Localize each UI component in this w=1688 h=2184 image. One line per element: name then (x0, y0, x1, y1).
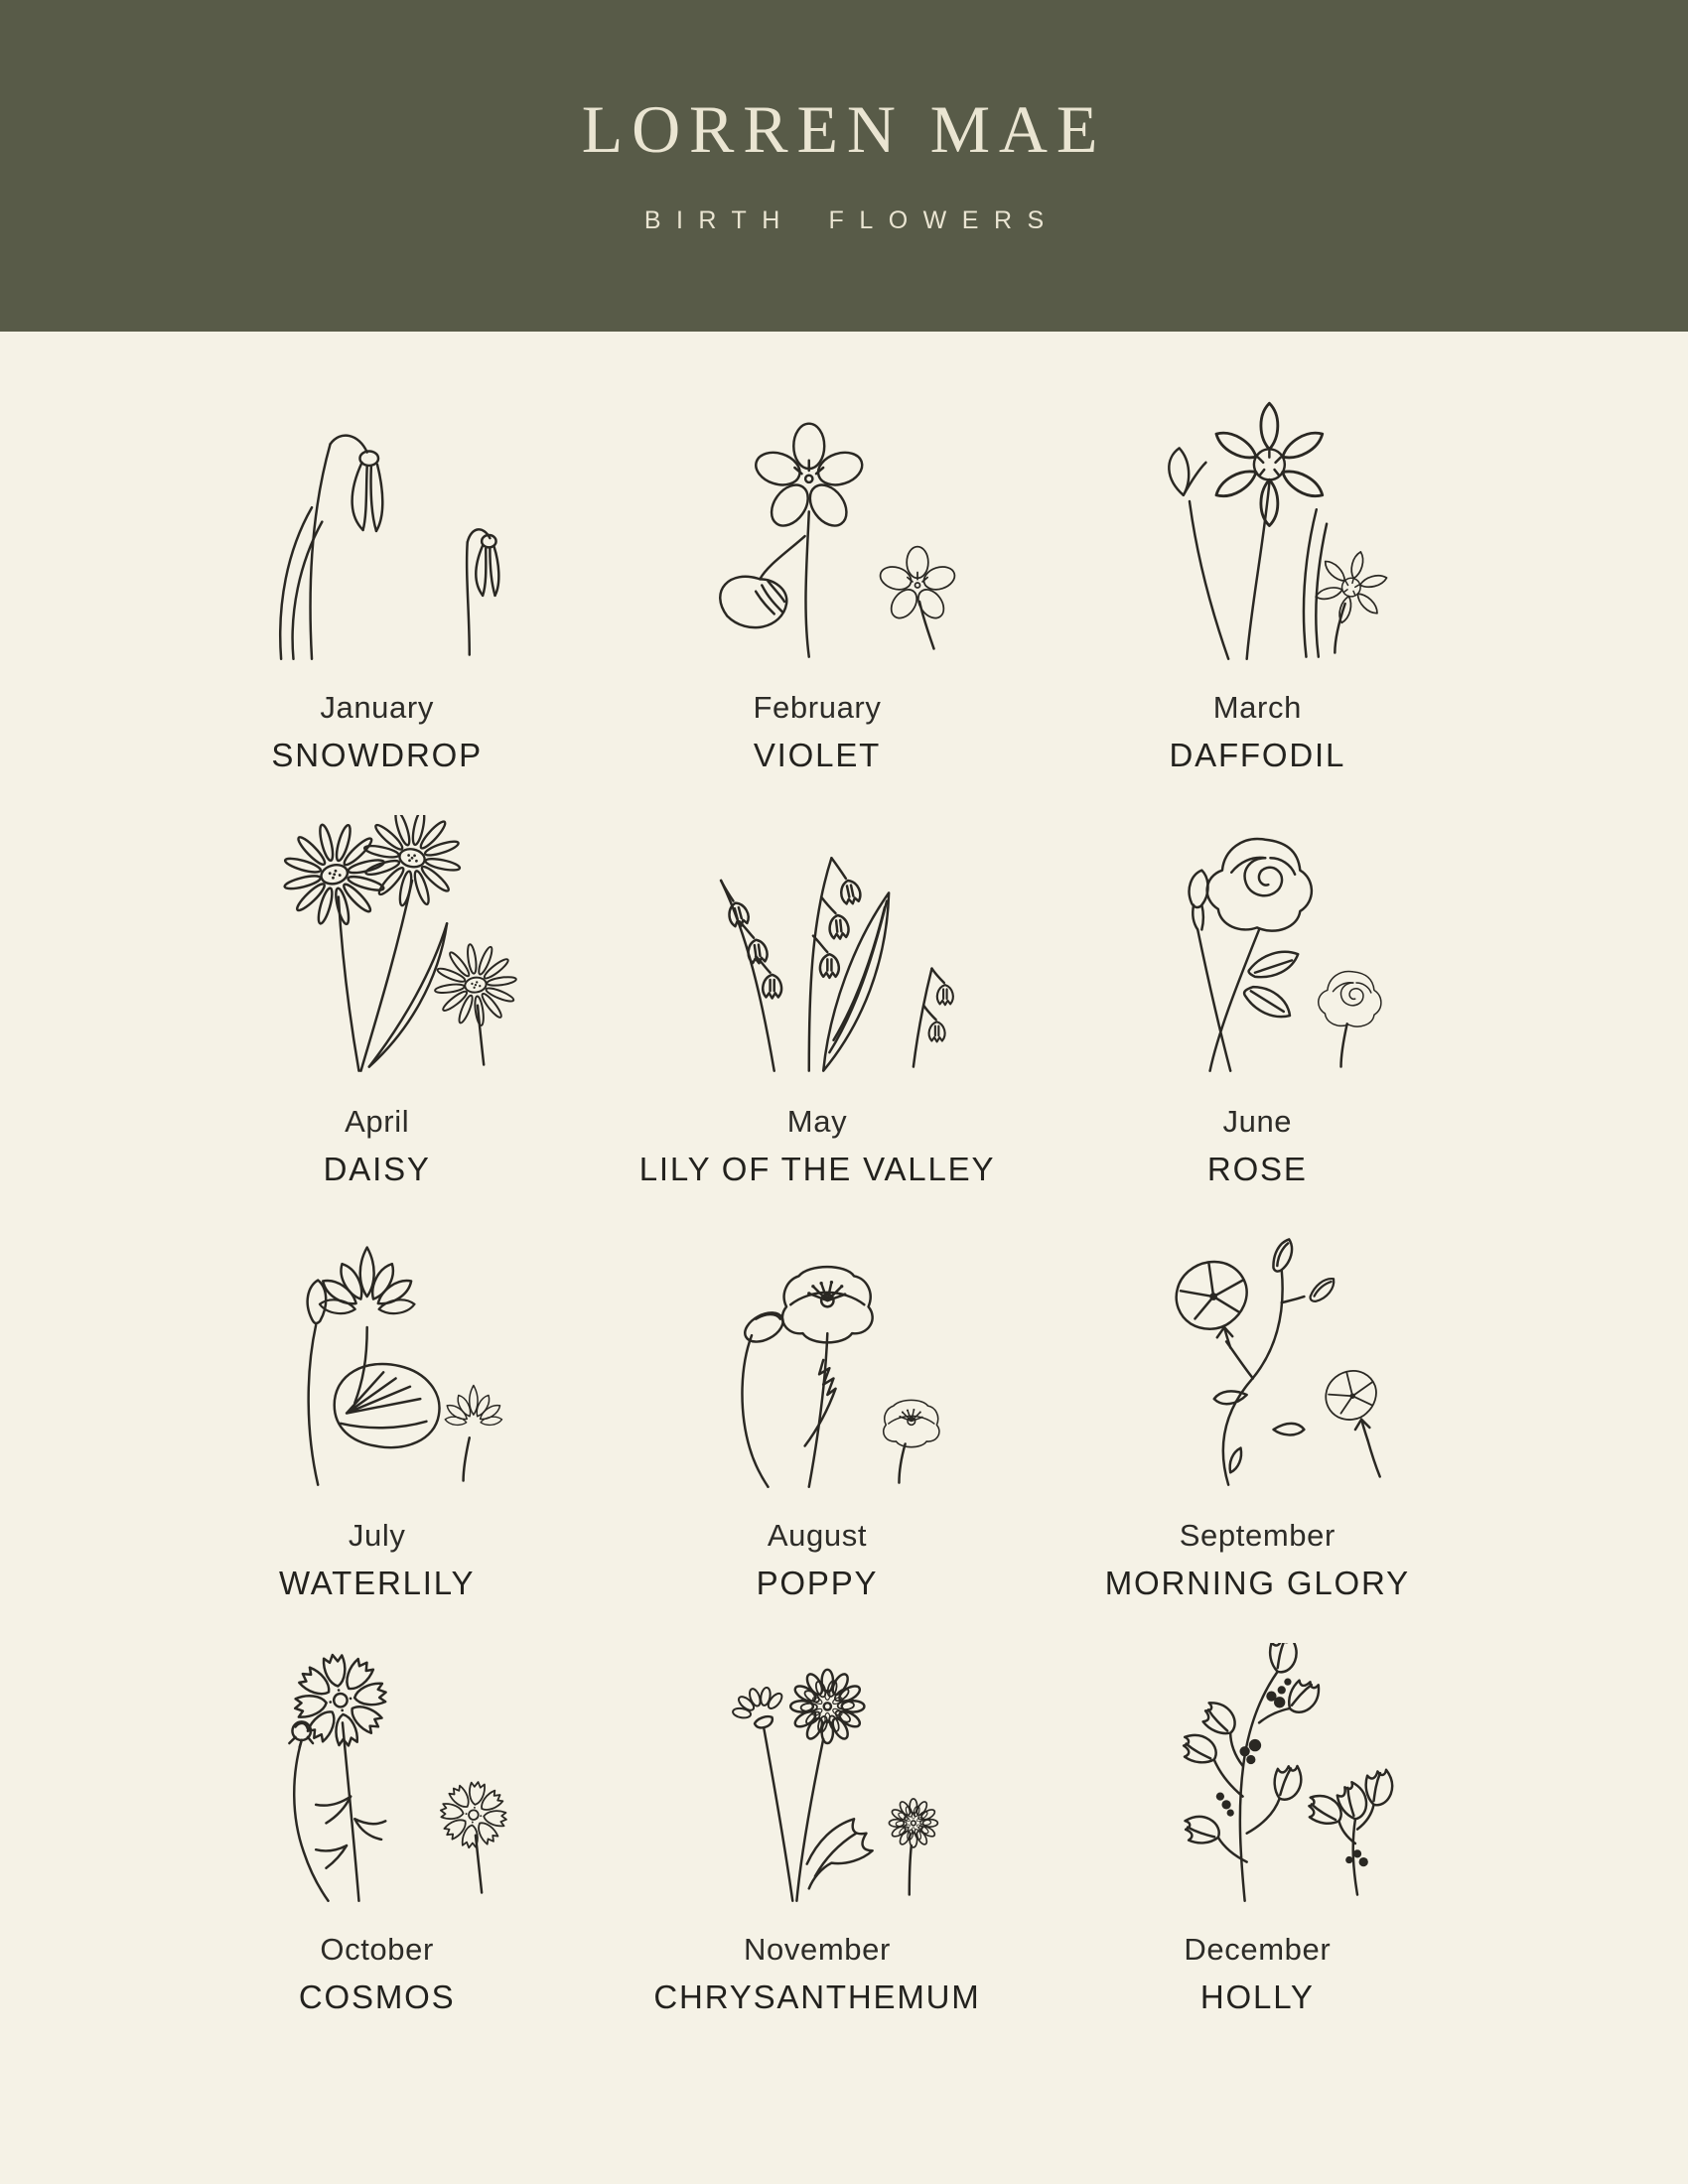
card-december (1038, 1643, 1477, 2017)
flower-label: DAFFODIL (1169, 737, 1346, 773)
card-march (1038, 401, 1477, 775)
header-banner (0, 0, 1688, 332)
card-january (157, 401, 597, 775)
flower-label: ROSE (1206, 1151, 1308, 1187)
card-october (157, 1643, 597, 2017)
card-february (597, 401, 1037, 775)
flower-label: POPPY (756, 1565, 879, 1601)
month-label: April (345, 1104, 410, 1139)
brand-title: LORREN MAE (581, 91, 1107, 167)
month-label: September (1179, 1518, 1336, 1553)
flower-label: MORNING GLORY (1104, 1565, 1410, 1601)
rose-illustration (1093, 815, 1421, 1081)
card-july (157, 1229, 597, 1603)
card-april (157, 815, 597, 1189)
snowdrop-illustration (213, 401, 541, 667)
daffodil-illustration (1093, 401, 1421, 667)
month-label: August (767, 1518, 868, 1553)
month-label: November (744, 1932, 891, 1967)
card-may (597, 815, 1037, 1189)
flower-label: CHRYSANTHEMUM (653, 1979, 981, 2015)
month-label: March (1212, 690, 1302, 725)
waterlily-illustration (213, 1229, 541, 1495)
flower-label: HOLLY (1199, 1979, 1315, 2015)
birth-flower-grid (157, 332, 1477, 2017)
month-label: January (320, 690, 434, 725)
card-september (1038, 1229, 1477, 1603)
morning-glory-illustration (1093, 1229, 1421, 1495)
flower-label: SNOWDROP (271, 737, 483, 773)
card-november (597, 1643, 1037, 2017)
month-label: October (320, 1932, 434, 1967)
flower-label: LILY OF THE VALLEY (638, 1151, 996, 1187)
month-label: February (753, 690, 882, 725)
lily-of-the-valley-illustration (653, 815, 981, 1081)
page-subtitle: BIRTH FLOWERS (643, 206, 1059, 234)
card-june (1038, 815, 1477, 1189)
month-label: May (786, 1104, 848, 1139)
month-label: June (1222, 1104, 1293, 1139)
poppy-illustration (653, 1229, 981, 1495)
violet-illustration (653, 401, 981, 667)
chrysanthemum-illustration (653, 1643, 981, 1909)
flower-label: COSMOS (298, 1979, 456, 2015)
flower-label: VIOLET (753, 737, 882, 773)
month-label: July (348, 1518, 406, 1553)
holly-illustration (1093, 1643, 1421, 1909)
month-label: December (1184, 1932, 1332, 1967)
flower-label: WATERLILY (279, 1565, 476, 1601)
flower-label: DAISY (323, 1151, 431, 1187)
daisy-illustration (213, 815, 541, 1081)
cosmos-illustration (213, 1643, 541, 1909)
card-august (597, 1229, 1037, 1603)
